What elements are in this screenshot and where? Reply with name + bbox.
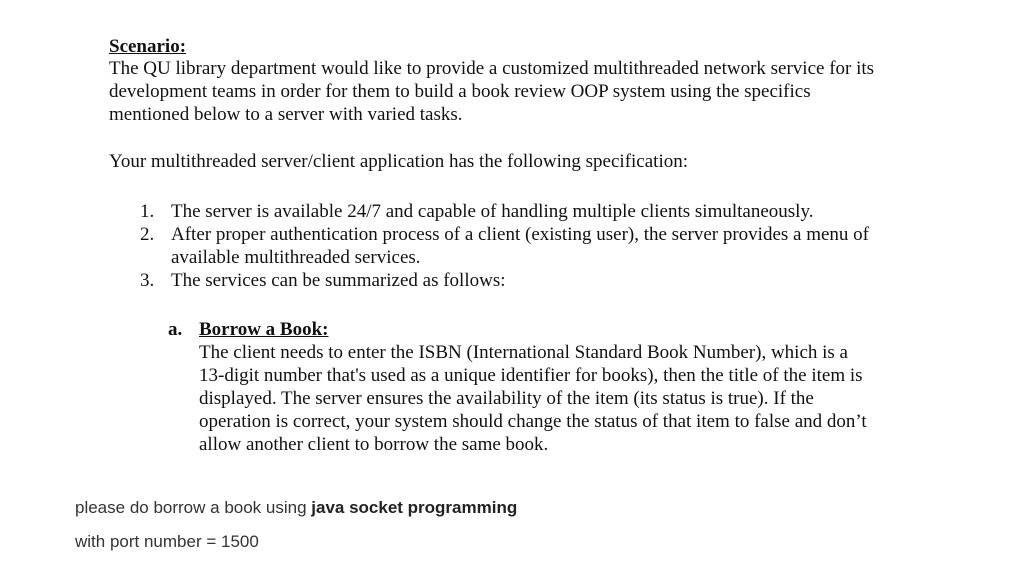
list-item — [140, 200, 900, 223]
sub-item-letter: a. — [168, 319, 183, 340]
list-item-text: The server is available 24/7 and capable of handling multiple clients simultaneously. — [171, 201, 814, 222]
scenario-paragraph: The QU library department would like to provide a customized multithreaded network service for its development teams in order for them to build a book review OOP system using the specifics mentioned below to a server with varied tasks. — [109, 58, 875, 125]
list-item-text: The services can be summarized as follows: — [171, 270, 506, 291]
question-emphasis: java socket programming — [311, 498, 518, 517]
list-item — [140, 269, 900, 292]
borrow-book-title: Borrow a Book: — [199, 319, 329, 340]
list-item — [140, 223, 900, 269]
specification-intro: Your multithreaded server/client application has the following specification: — [109, 151, 688, 172]
borrow-book-description: The client needs to enter the ISBN (International Standard Book Number), which is a 13-digit number that's used as a unique identifier for books), then the title of the item is displayed. The server ensures the availability of the item (its status is true). If the operation is correct, your system should change the status of that item to false and don’t allow another client to borrow the same book. — [199, 342, 867, 455]
list-number: 3. — [140, 270, 155, 291]
list-item-text: After proper authentication process of a client (existing user), the server provides a menu of available multithreaded services. — [171, 224, 869, 268]
question-line-1 — [75, 498, 517, 518]
specification-list — [140, 200, 900, 292]
list-number: 2. — [140, 224, 155, 245]
list-number: 1. — [140, 201, 155, 222]
question-text: please do borrow a book using — [75, 498, 312, 517]
scenario-heading: Scenario: — [109, 36, 187, 57]
question-line-2: with port number = 1500 — [75, 532, 259, 551]
